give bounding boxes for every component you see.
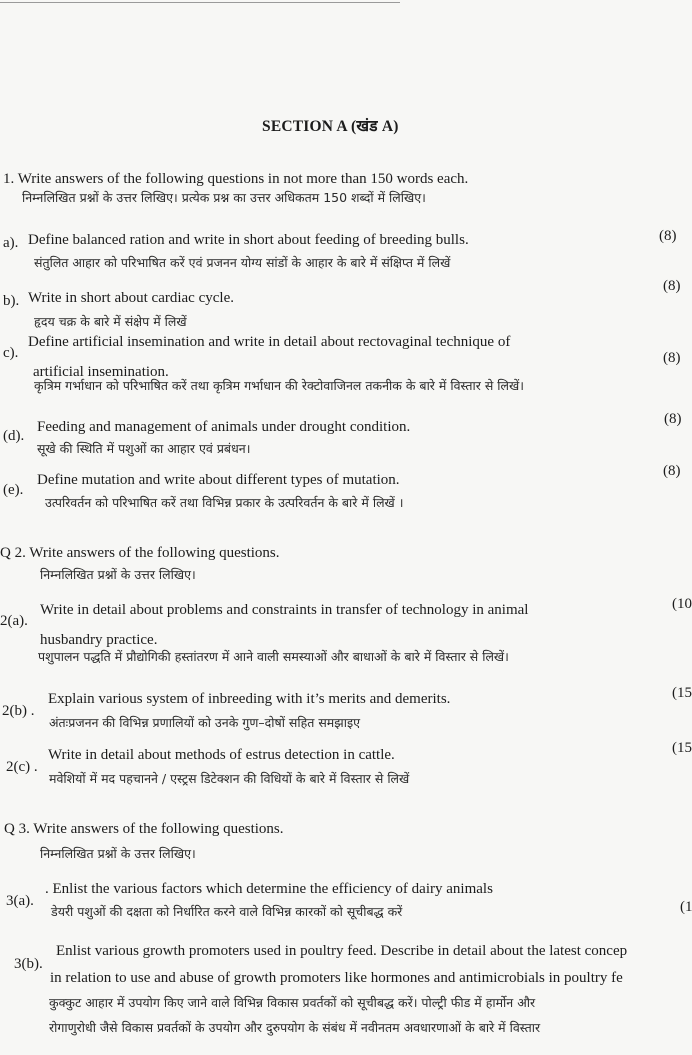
q1b-text-hi: हृदय चक्र के बारे में संक्षेप में लिखें <box>34 314 187 329</box>
q1c-text-hi: कृत्रिम गर्भाधान को परिभाषित करें तथा कृत्रिम गर्भाधान की रेक्टोवाजिनल तकनीक के बारे में विस्तार से लिखें। <box>34 378 524 393</box>
q1c-text-en: Define artificial insemination and write in detail about rectovaginal technique of <box>28 334 511 350</box>
q1a-text-hi: संतुलित आहार को परिभाषित करें एवं प्रजनन योग्य सांडों के आहार के बारे में संक्षिप्त में लिखें <box>34 255 451 270</box>
q2a-text-hi: पशुपालन पद्धति में प्रौद्योगिकी हस्तांतरण में आने वाली समस्याओं और बाधाओं के बारे में विस्तार से लिखें। <box>38 649 509 664</box>
q1a-label: a). <box>3 235 19 251</box>
q2a-text-en-cont: husbandry practice. <box>40 632 158 648</box>
q1b-label: b). <box>3 293 20 309</box>
q2b-text-hi: अंतःप्रजनन की विभिन्न प्रणालियों को उनके गुण–दोषों सहित समझाइए <box>49 715 361 730</box>
q3b-text-hi: कुक्कुट आहार में उपयोग किए जाने वाले विभिन्न विकास प्रवर्तकों को सूचीबद्ध करें। पोल्ट्री फीड में हार्मोन और <box>49 995 536 1010</box>
q3b-text-hi-cont: रोगाणुरोधी जैसे विकास प्रवर्तकों के उपयोग और दुरुपयोग के संबंध में नवीनतम अवधारणाओं के बारे में विस्तार <box>49 1020 541 1035</box>
q1b-marks: (8) <box>663 278 681 294</box>
q3b-label: 3(b). <box>14 956 43 972</box>
q3b-text-en-cont: in relation to use and abuse of growth promoters like hormones and antimicrobials in poultry fe <box>50 970 623 986</box>
q3-instruction-en: Q 3. Write answers of the following questions. <box>4 821 284 837</box>
q3a-text-en: . Enlist the various factors which determine the efficiency of dairy animals <box>45 881 493 897</box>
q1d-text-hi: सूखे की स्थिति में पशुओं का आहार एवं प्रबंधन। <box>37 441 251 456</box>
q2b-label: 2(b) . <box>2 703 35 719</box>
q1a-marks: (8) <box>659 228 677 244</box>
q1e-text-en: Define mutation and write about different types of mutation. <box>37 472 400 488</box>
q2c-text-en: Write in detail about methods of estrus detection in cattle. <box>48 747 395 763</box>
q1c-text-en-cont: artificial insemination. <box>33 364 169 380</box>
q2c-label: 2(c) . <box>6 759 38 775</box>
q1a-text-en: Define balanced ration and write in short about feeding of breeding bulls. <box>28 232 469 248</box>
q2c-marks: (15 <box>672 740 692 756</box>
q2c-text-hi: मवेशियों में मद पहचानने / एस्ट्रस डिटेक्शन की विधियों के बारे में विस्तार से लिखें <box>49 771 410 786</box>
q1-instruction-en: 1. Write answers of the following questions in not more than 150 words each. <box>3 171 469 187</box>
q2a-marks: (10 <box>672 596 692 612</box>
q3b-text-en: Enlist various growth promoters used in poultry feed. Describe in detail about the latest concep <box>56 943 628 959</box>
q3a-marks: (1 <box>680 899 692 915</box>
section-title: SECTION A (खंड A) <box>262 118 399 135</box>
q2b-marks: (15 <box>672 685 692 701</box>
q1e-label: (e). <box>3 482 24 498</box>
q1c-label: c). <box>3 345 19 361</box>
q2-instruction-hi: निम्नलिखित प्रश्नों के उत्तर लिखिए। <box>40 567 196 582</box>
q3a-text-hi: डेयरी पशुओं की दक्षता को निर्धारित करने वाले विभिन्न कारकों को सूचीबद्ध करें <box>51 904 403 919</box>
q2b-text-en: Explain various system of inbreeding with it’s merits and demerits. <box>48 691 451 707</box>
q1e-text-hi: उत्परिवर्तन को परिभाषित करें तथा विभिन्न प्रकार के उत्परिवर्तन के बारे में लिखें । <box>45 495 404 510</box>
q1d-text-en: Feeding and management of animals under drought condition. <box>37 419 411 435</box>
q2-instruction-en: Q 2. Write answers of the following questions. <box>0 545 280 561</box>
q1c-marks: (8) <box>663 350 681 366</box>
q1e-marks: (8) <box>663 463 681 479</box>
q1-instruction-hi: निम्नलिखित प्रश्नों के उत्तर लिखिए। प्रत्येक प्रश्न का उत्तर अधिकतम 150 शब्दों में लिखिए। <box>22 190 426 205</box>
q1b-text-en: Write in short about cardiac cycle. <box>28 290 234 306</box>
q3-instruction-hi: निम्नलिखित प्रश्नों के उत्तर लिखिए। <box>40 846 196 861</box>
q1d-label: (d). <box>3 428 25 444</box>
q2a-label: 2(a). <box>0 613 28 629</box>
q2a-text-en: Write in detail about problems and constraints in transfer of technology in animal <box>40 602 529 618</box>
scan-edge-line <box>0 2 400 3</box>
q1d-marks: (8) <box>664 411 682 427</box>
q3a-label: 3(a). <box>6 893 34 909</box>
